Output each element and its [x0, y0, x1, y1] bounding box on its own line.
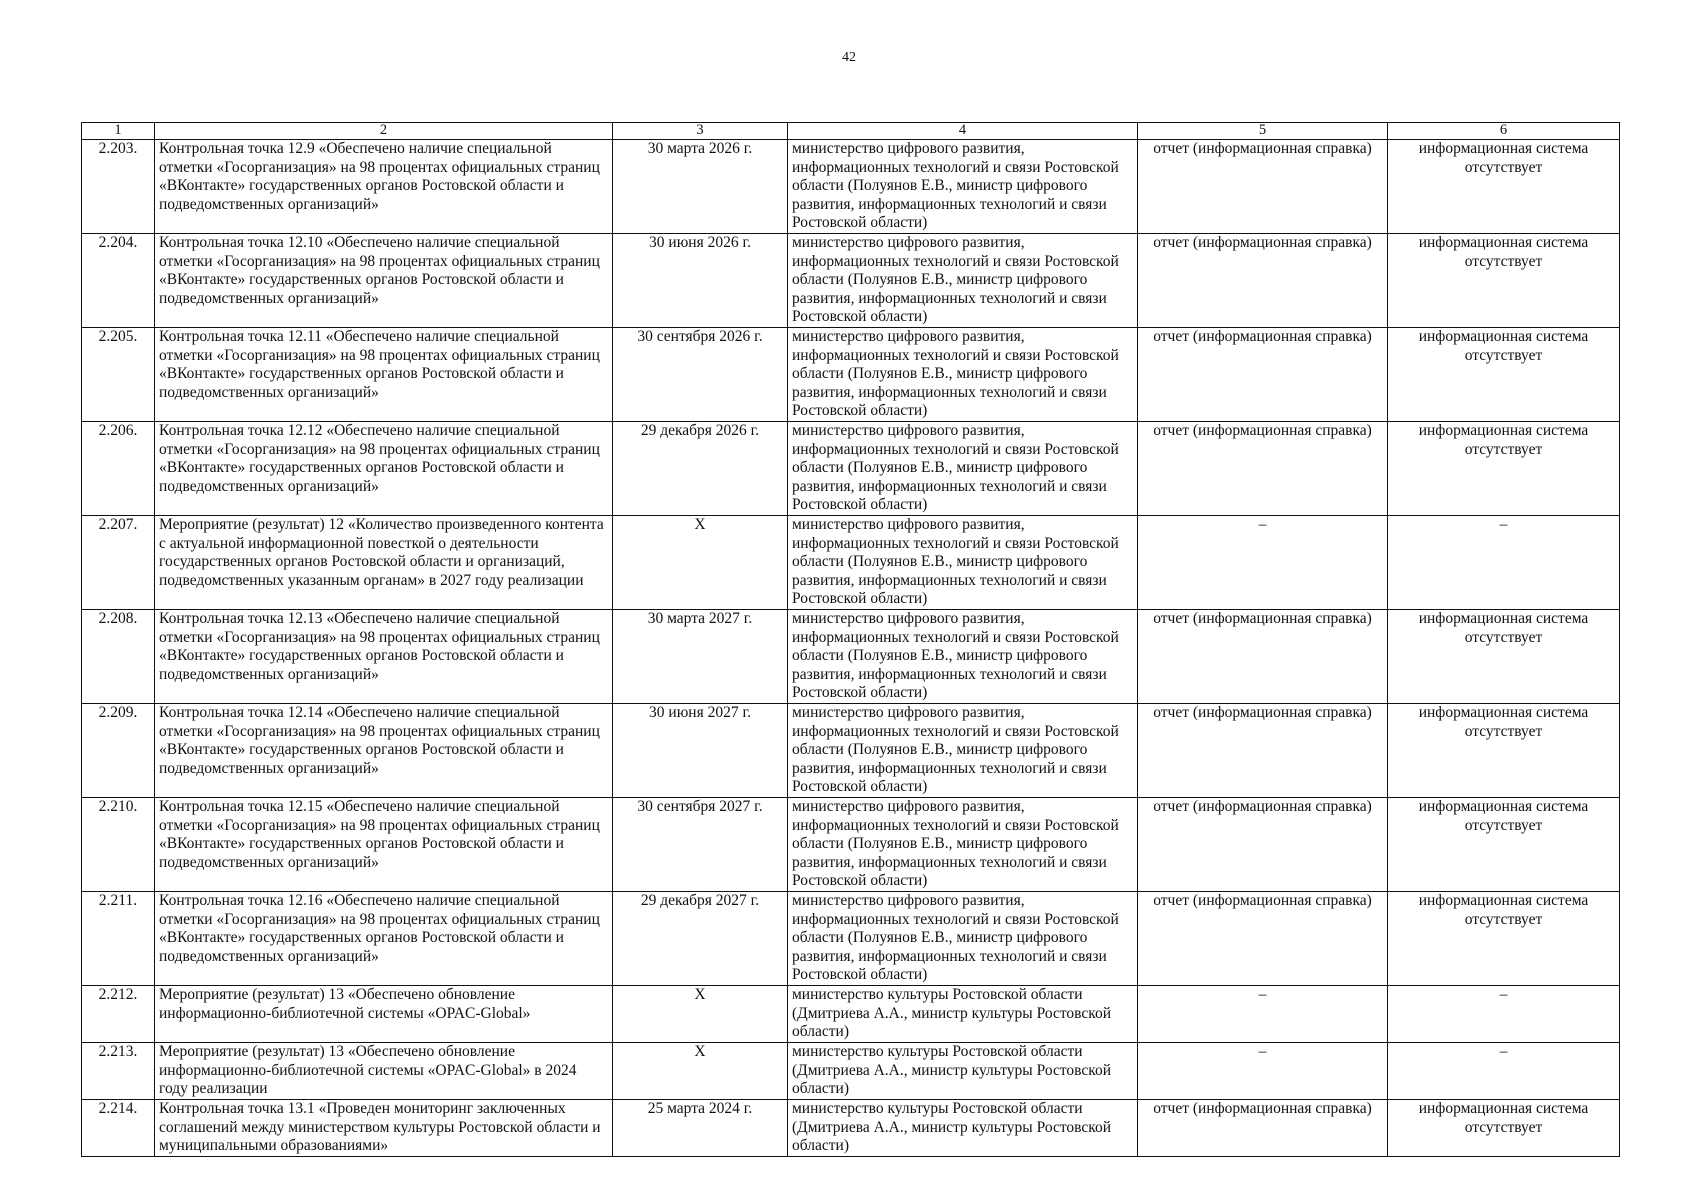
row-title: Контрольная точка 12.16 «Обеспечено наличие специальной отметки «Госорганизация» на 98 процентах официальных страниц «ВКонтакте» государственных органов Ростовской области и подведомственных организаций»: [155, 892, 613, 986]
table-row: [82, 798, 1620, 892]
row-date: 29 декабря 2026 г.: [613, 422, 788, 516]
row-number: 2.213.: [82, 1043, 155, 1100]
row-document: отчет (информационная справка): [1138, 328, 1388, 422]
column-header: 5: [1138, 123, 1388, 140]
row-date: Х: [613, 986, 788, 1043]
table-header-row: [82, 123, 1620, 140]
row-number: 2.205.: [82, 328, 155, 422]
table-row: [82, 234, 1620, 328]
row-title: Контрольная точка 12.9 «Обеспечено наличие специальной отметки «Госорганизация» на 98 процентах официальных страниц «ВКонтакте» государственных органов Ростовской области и подведомственных организаций»: [155, 140, 613, 234]
row-date: 30 марта 2026 г.: [613, 140, 788, 234]
row-responsible: министерство цифрового развития, информационных технологий и связи Ростовской области (Полуянов Е.В., министр цифрового развития, информационных технологий и связи Ростовской области): [788, 328, 1138, 422]
row-title: Мероприятие (результат) 13 «Обеспечено обновление информационно-библиотечной системы «OPAC-Global»: [155, 986, 613, 1043]
row-document: отчет (информационная справка): [1138, 798, 1388, 892]
row-number: 2.211.: [82, 892, 155, 986]
row-date: Х: [613, 1043, 788, 1100]
row-number: 2.207.: [82, 516, 155, 610]
row-title: Мероприятие (результат) 12 «Количество произведенного контента с актуальной информационной повесткой о деятельности государственных органов Ростовской области и организаций, подведомственных указанным органам» в 2027 году реализации: [155, 516, 613, 610]
row-title: Контрольная точка 12.11 «Обеспечено наличие специальной отметки «Госорганизация» на 98 процентах официальных страниц «ВКонтакте» государственных органов Ростовской области и подведомственных организаций»: [155, 328, 613, 422]
row-title: Мероприятие (результат) 13 «Обеспечено обновление информационно-библиотечной системы «OPAC-Global» в 2024 году реализации: [155, 1043, 613, 1100]
row-system: информационная система отсутствует: [1388, 892, 1620, 986]
row-date: 30 июня 2026 г.: [613, 234, 788, 328]
row-number: 2.208.: [82, 610, 155, 704]
row-system: информационная система отсутствует: [1388, 798, 1620, 892]
table-row: [82, 516, 1620, 610]
row-responsible: министерство цифрового развития, информационных технологий и связи Ростовской области (Полуянов Е.В., министр цифрового развития, информационных технологий и связи Ростовской области): [788, 798, 1138, 892]
row-number: 2.206.: [82, 422, 155, 516]
table-row: [82, 892, 1620, 986]
row-number: 2.203.: [82, 140, 155, 234]
table-row: [82, 986, 1620, 1043]
row-responsible: министерство цифрового развития, информационных технологий и связи Ростовской области (Полуянов Е.В., министр цифрового развития, информационных технологий и связи Ростовской области): [788, 892, 1138, 986]
row-title: Контрольная точка 12.10 «Обеспечено наличие специальной отметки «Госорганизация» на 98 процентах официальных страниц «ВКонтакте» государственных органов Ростовской области и подведомственных организаций»: [155, 234, 613, 328]
row-system: информационная система отсутствует: [1388, 328, 1620, 422]
row-date: 30 июня 2027 г.: [613, 704, 788, 798]
row-date: 30 сентября 2027 г.: [613, 798, 788, 892]
row-document: отчет (информационная справка): [1138, 892, 1388, 986]
row-document: –: [1138, 986, 1388, 1043]
page-number: 42: [842, 50, 856, 65]
row-responsible: министерство цифрового развития, информационных технологий и связи Ростовской области (Полуянов Е.В., министр цифрового развития, информационных технологий и связи Ростовской области): [788, 422, 1138, 516]
row-document: –: [1138, 516, 1388, 610]
plan-table: [81, 122, 1620, 1157]
column-header: 1: [82, 123, 155, 140]
column-header: 2: [155, 123, 613, 140]
row-document: отчет (информационная справка): [1138, 704, 1388, 798]
row-system: –: [1388, 986, 1620, 1043]
row-number: 2.204.: [82, 234, 155, 328]
row-system: информационная система отсутствует: [1388, 1100, 1620, 1157]
row-date: 30 марта 2027 г.: [613, 610, 788, 704]
row-responsible: министерство цифрового развития, информационных технологий и связи Ростовской области (Полуянов Е.В., министр цифрового развития, информационных технологий и связи Ростовской области): [788, 140, 1138, 234]
row-number: 2.214.: [82, 1100, 155, 1157]
row-number: 2.209.: [82, 704, 155, 798]
row-title: Контрольная точка 12.15 «Обеспечено наличие специальной отметки «Госорганизация» на 98 процентах официальных страниц «ВКонтакте» государственных органов Ростовской области и подведомственных организаций»: [155, 798, 613, 892]
row-system: –: [1388, 516, 1620, 610]
row-responsible: министерство цифрового развития, информационных технологий и связи Ростовской области (Полуянов Е.В., министр цифрового развития, информационных технологий и связи Ростовской области): [788, 704, 1138, 798]
row-responsible: министерство цифрового развития, информационных технологий и связи Ростовской области (Полуянов Е.В., министр цифрового развития, информационных технологий и связи Ростовской области): [788, 234, 1138, 328]
row-responsible: министерство культуры Ростовской области (Дмитриева А.А., министр культуры Ростовской области): [788, 1100, 1138, 1157]
row-document: отчет (информационная справка): [1138, 140, 1388, 234]
row-document: отчет (информационная справка): [1138, 234, 1388, 328]
row-date: 25 марта 2024 г.: [613, 1100, 788, 1157]
row-date: 29 декабря 2027 г.: [613, 892, 788, 986]
table-row: [82, 1100, 1620, 1157]
row-title: Контрольная точка 12.12 «Обеспечено наличие специальной отметки «Госорганизация» на 98 процентах официальных страниц «ВКонтакте» государственных органов Ростовской области и подведомственных организаций»: [155, 422, 613, 516]
row-date: Х: [613, 516, 788, 610]
table-row: [82, 140, 1620, 234]
row-title: Контрольная точка 13.1 «Проведен мониторинг заключенных соглашений между министерством культуры Ростовской области и муниципальными образованиями»: [155, 1100, 613, 1157]
row-document: отчет (информационная справка): [1138, 422, 1388, 516]
row-document: отчет (информационная справка): [1138, 610, 1388, 704]
row-document: отчет (информационная справка): [1138, 1100, 1388, 1157]
row-system: информационная система отсутствует: [1388, 234, 1620, 328]
row-title: Контрольная точка 12.14 «Обеспечено наличие специальной отметки «Госорганизация» на 98 процентах официальных страниц «ВКонтакте» государственных органов Ростовской области и подведомственных организаций»: [155, 704, 613, 798]
row-document: –: [1138, 1043, 1388, 1100]
row-system: информационная система отсутствует: [1388, 610, 1620, 704]
table-row: [82, 328, 1620, 422]
table-row: [82, 610, 1620, 704]
row-system: информационная система отсутствует: [1388, 140, 1620, 234]
column-header: 4: [788, 123, 1138, 140]
row-number: 2.212.: [82, 986, 155, 1043]
row-system: –: [1388, 1043, 1620, 1100]
row-responsible: министерство цифрового развития, информационных технологий и связи Ростовской области (Полуянов Е.В., министр цифрового развития, информационных технологий и связи Ростовской области): [788, 516, 1138, 610]
row-system: информационная система отсутствует: [1388, 704, 1620, 798]
row-date: 30 сентября 2026 г.: [613, 328, 788, 422]
row-responsible: министерство культуры Ростовской области (Дмитриева А.А., министр культуры Ростовской области): [788, 986, 1138, 1043]
row-responsible: министерство культуры Ростовской области (Дмитриева А.А., министр культуры Ростовской области): [788, 1043, 1138, 1100]
row-number: 2.210.: [82, 798, 155, 892]
row-responsible: министерство цифрового развития, информационных технологий и связи Ростовской области (Полуянов Е.В., министр цифрового развития, информационных технологий и связи Ростовской области): [788, 610, 1138, 704]
column-header: 3: [613, 123, 788, 140]
column-header: 6: [1388, 123, 1620, 140]
row-title: Контрольная точка 12.13 «Обеспечено наличие специальной отметки «Госорганизация» на 98 процентах официальных страниц «ВКонтакте» государственных органов Ростовской области и подведомственных организаций»: [155, 610, 613, 704]
table-row: [82, 1043, 1620, 1100]
table-row: [82, 704, 1620, 798]
row-system: информационная система отсутствует: [1388, 422, 1620, 516]
table-row: [82, 422, 1620, 516]
